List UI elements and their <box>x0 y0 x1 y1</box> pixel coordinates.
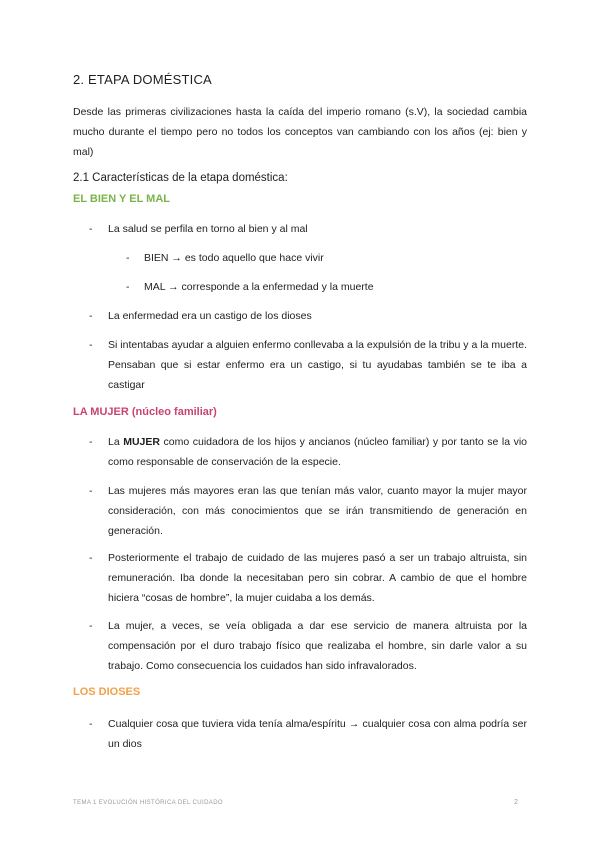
list-item: La mujer, a veces, se veía obligada a dar ese servicio de manera altruista por la compensación por el duro trabajo físico que realizaba el hombre, sin darle valor a su trabajo. Como consecuencia los cuidados han sido infravalorados. <box>108 620 527 672</box>
list-item: La salud se perfila en torno al bien y al mal <box>108 223 308 235</box>
list-item: Si intentabas ayudar a alguien enfermo conllevaba a la expulsión de la tribu y a la muerte. Pensaban que si estar enfermo era un castigo, si tu ayudabas también se te iba a castigar <box>108 339 527 391</box>
footer-title: TEMA 1 EVOLUCIÓN HISTÓRICA DEL CUIDADO <box>73 800 224 806</box>
list-bullet: - <box>89 718 93 730</box>
emphasis-text: MUJER <box>123 436 160 448</box>
list-item: Cualquier cosa que tuviera vida tenía alma/espíritu → cualquier cosa con alma podría ser un dios <box>108 718 527 750</box>
list-bullet: - <box>89 485 93 497</box>
list-item: La enfermedad era un castigo de los dioses <box>108 310 312 322</box>
list-bullet: - <box>89 436 93 448</box>
heading-dioses: LOS DIOSES <box>73 686 141 698</box>
text-segment: como cuidadora de los hijos y ancianos (núcleo familiar) y por tanto se la vio como responsable de conservación de la especie. <box>108 436 527 468</box>
text-segment: La <box>108 436 124 448</box>
sublist-item: MAL → corresponde a la enfermedad y la muerte <box>144 281 374 293</box>
heading-bien-mal: EL BIEN Y EL MAL <box>73 193 170 205</box>
list-item: Posteriormente el trabajo de cuidado de las mujeres pasó a ser un trabajo altruista, sin remuneración. Iba donde la necesitaban pero sin cobrar. A cambio de que el hombre hiciera “cosas de hombre”, la mujer cuidaba a los demás. <box>108 552 527 604</box>
intro-paragraph: Desde las primeras civilizaciones hasta la caída del imperio romano (s.V), la sociedad cambia mucho durante el tiempo pero no todos los conceptos van cambiando con los años (ej: bien y mal) <box>73 106 527 158</box>
section-title: 2. ETAPA DOMÉSTICA <box>73 72 212 87</box>
heading-mujer: LA MUJER (núcleo familiar) <box>73 406 217 418</box>
subsection-title: 2.1 Características de la etapa doméstica: <box>73 172 288 184</box>
list-bullet: - <box>89 620 93 632</box>
sublist-bullet: - <box>126 252 130 264</box>
list-item <box>108 432 527 472</box>
list-bullet: - <box>89 223 93 235</box>
list-item: Las mujeres más mayores eran las que tenían más valor, cuanto mayor la mujer mayor consideración, con más conocimientos que se irán transmitiendo de generación en generación. <box>108 485 527 537</box>
sublist-bullet: - <box>126 281 130 293</box>
list-bullet: - <box>89 310 93 322</box>
page-number: 2 <box>514 799 518 806</box>
list-bullet: - <box>89 339 93 351</box>
list-bullet: - <box>89 552 93 564</box>
sublist-item: BIEN → es todo aquello que hace vivir <box>144 252 324 264</box>
